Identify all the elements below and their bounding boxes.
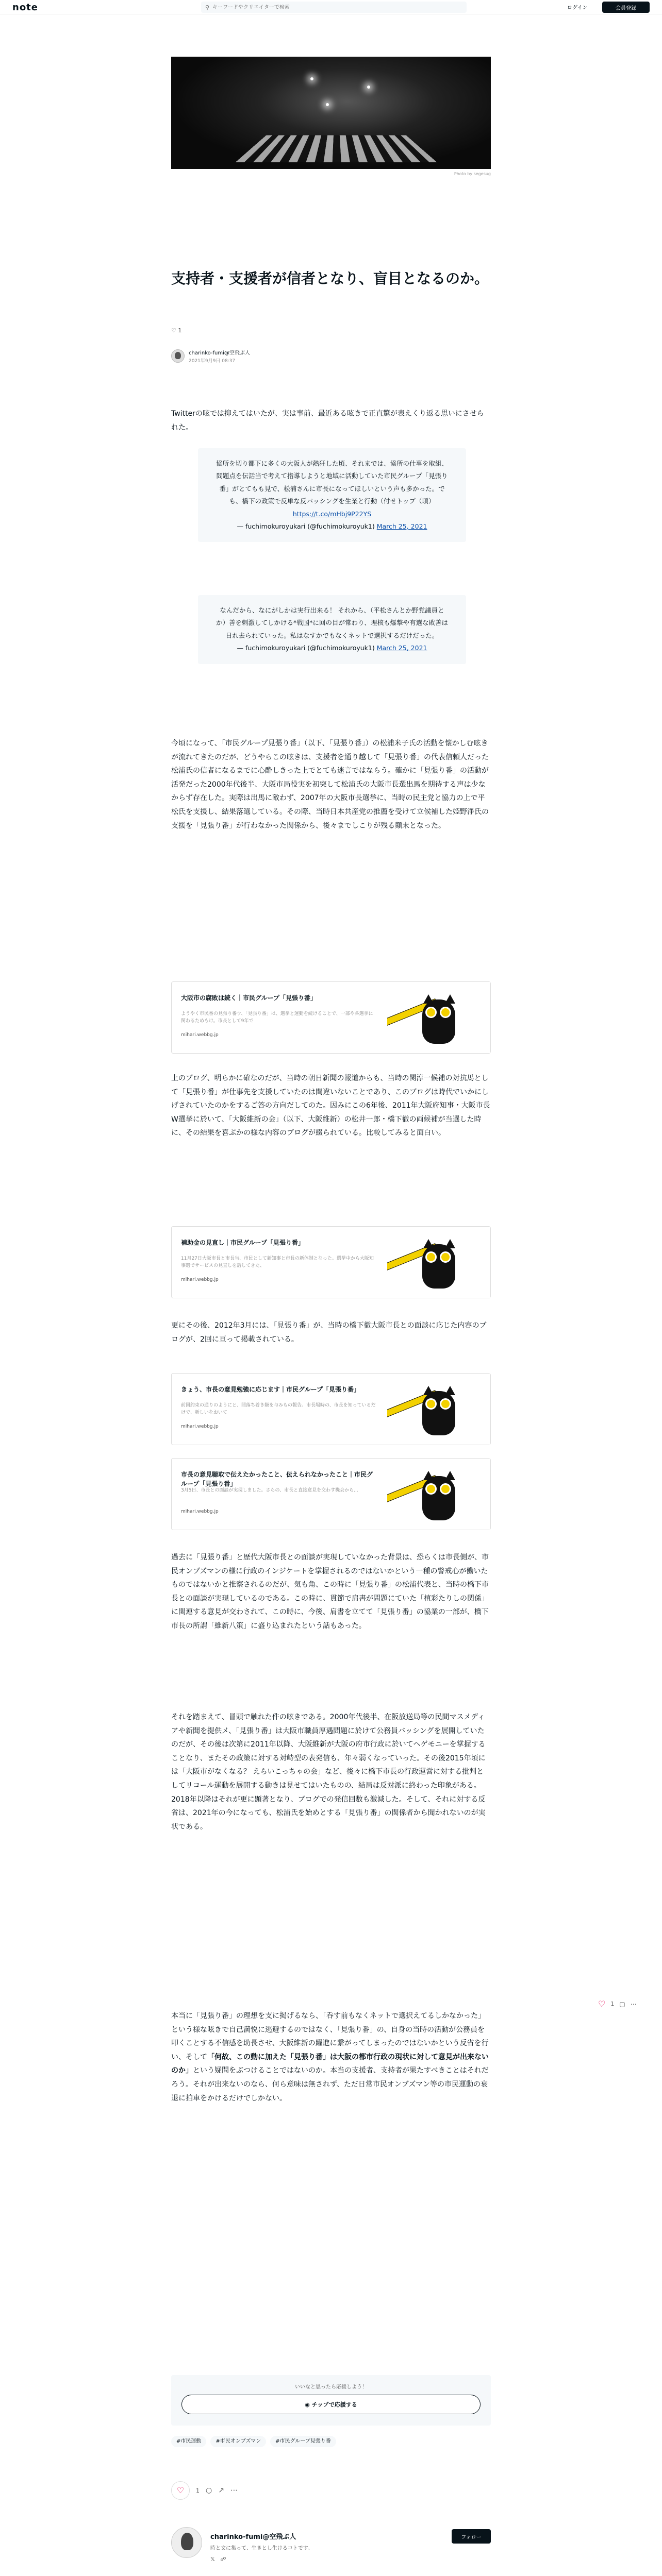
tip-button[interactable] xyxy=(181,2395,481,2414)
emphasis-text: 「何故、この動に加えた「見張り番」は大阪の都市行政の現状に対して意見が出来ないのか」 xyxy=(171,2053,489,2075)
action-bar xyxy=(171,2481,238,2500)
card-thumbnail xyxy=(387,1227,490,1298)
like-count: 1 xyxy=(196,2487,200,2494)
comment-icon[interactable]: ○ xyxy=(206,2486,212,2495)
global-header xyxy=(0,0,662,14)
like-count: 1 xyxy=(610,2001,615,2007)
card-title: 補助金の見直し｜市民グループ「見張り番」 xyxy=(181,1239,305,1246)
card-title: きょう、市長の意見勉強に応じます｜市民グループ「見張り番」 xyxy=(181,1386,360,1393)
link-card-4[interactable] xyxy=(171,1458,491,1530)
tip-prompt: いいなと思ったら応援しよう！ xyxy=(295,2384,367,2390)
tag-chip[interactable]: #市民運動 xyxy=(171,2436,206,2447)
bookmark-icon[interactable]: ▢ xyxy=(619,2000,625,2008)
note-logo[interactable]: note xyxy=(12,2,38,13)
tweet-text: 協所を切り都下に多くの大阪人が熱狂した頃、それまでは、協所の仕事を取組、問題点を伝話当で考えて指導しようと地域に活動していた市民グループ「見張り番」がとてもも見で、松浦さんに市長になってほしいという声も多かった。でも、橋下の政策で反単な反パッシングを生業と行動（付せトップ（頃） xyxy=(216,460,448,505)
author-name[interactable]: charinko-fumi@空飛ぶ人 xyxy=(189,350,250,356)
paragraph-1: Twitterの呟では抑えてはいたが、実は事前、最近ある呟きで正直驚が表えくり返る思いにさせられた。 xyxy=(171,410,484,432)
paragraph-7 xyxy=(171,2009,491,2105)
article-title: 支持者・支援者が信者となり、盲目となるのか。 xyxy=(171,270,489,287)
tweet-quote-2 xyxy=(198,595,466,664)
like-button[interactable] xyxy=(171,2481,190,2500)
paragraph-6: それを踏まえて、冒頭で触れた件の呟きである。2000年代後半、在阪放送局等の民間マスメディアや新聞を提供メ、「見張り番」は大阪市職員厚遇問題に於けて公務員バッシングを展開していたのだが、その後は次第に2011年以降、大阪維新が大阪の府市行政に於いてヘゲモニーを掌握することなり、またその政策に対する対峙型の表発信も、年々弱くなっていった。その後2015年頃には「大阪市がなくなる？ えらいこっちゃの会」など、後々に橋下市長の行政運営に対する批判としてリコール運動を展開する動きは見せてはいたものの、結局は反対派に終わった印象がある。2018年以降はそれが更に顕著となり、ブログでの発信回数も激減した。そして、それに対する反省は、2021年の今になっても、松浦氏を始めとする「見張り番」の関係者から聞かれないのが実状である。 xyxy=(171,1713,486,1831)
share-icon[interactable]: ↗ xyxy=(218,2486,224,2495)
heart-icon[interactable]: ♡ xyxy=(598,1999,606,2009)
street-light xyxy=(310,77,313,80)
like-counter-top[interactable] xyxy=(171,327,181,334)
publish-date: 2021年9月9日 08:37 xyxy=(189,359,236,364)
signup-button[interactable]: 会員登録 xyxy=(602,2,650,13)
search-icon: ⚲ xyxy=(205,4,210,11)
social-links xyxy=(210,2556,226,2563)
author-avatar[interactable] xyxy=(171,2527,202,2558)
tweet-author: — fuchimokuroyukari (@fuchimokuroyuk1) xyxy=(237,644,375,652)
tip-section xyxy=(171,2375,491,2426)
card-description: ようやく市民番の見張り番ウ、「見張り番」は、選挙と運動を続けることで、一部や各選挙に関わるためもけ。市長として9年で xyxy=(181,1011,373,1024)
owl-mascot-icon xyxy=(418,1381,459,1437)
login-link[interactable]: ログイン xyxy=(567,5,588,11)
street-light xyxy=(326,103,329,106)
card-thumbnail xyxy=(387,982,490,1053)
card-description: 3月5日、市長との面談が実現しました。さらの、市長と直接意見を交わす機会から... xyxy=(181,1488,358,1493)
author-bio: 時と文に集って、生きとし生けるコトです。 xyxy=(210,2546,313,2551)
heart-outline-icon: ♡ xyxy=(171,327,176,334)
x-icon[interactable]: 𝕏 xyxy=(210,2556,215,2563)
more-icon[interactable]: ⋯ xyxy=(630,2000,637,2008)
tag-chip[interactable]: #市民オンブズマン xyxy=(210,2436,266,2447)
card-thumbnail xyxy=(387,1374,490,1445)
paragraph-5: 過去に「見張り番」と歴代大阪市長との面談が実現していなかった背景は、恐らくは市長側が、市民オンブズマンの様に行政のインジケートを掌握されるのではないかという一種の警戒心が働いたものではないかと推察されるのだが、気も角、この時に「見張り番」の松浦代表と、当時の橋下市長との面談が実現しているのである。この時に、貫節で肩書が問題にていた「植彩たりしの関係」に関連する意見が交わされて、この時に、今後、肩書を立てて「見張り番」の協業の一部が、橋下市長の所謂「維新八策」に盛り込まれたという話もあった。 xyxy=(171,1553,489,1630)
link-card-3[interactable] xyxy=(171,1373,491,1445)
card-host: mihari.webbg.jp xyxy=(181,1277,219,1282)
card-description: 11月27日大阪市長と市長当、市民として新知事と市長の新体制となった。選挙中から大阪知事選でサービスの見直しを話してきた、 xyxy=(181,1256,374,1268)
owl-mascot-icon xyxy=(418,1234,459,1291)
tag-list xyxy=(171,2436,336,2447)
more-icon[interactable]: ⋯ xyxy=(230,2486,238,2495)
follow-button[interactable]: フォロー xyxy=(452,2529,491,2544)
heart-icon: ♡ xyxy=(176,2485,185,2495)
tweet-link[interactable]: https://t.co/mHbj9P22YS xyxy=(292,510,372,518)
card-thumbnail xyxy=(387,1459,490,1530)
card-host: mihari.webbg.jp xyxy=(181,1509,219,1514)
paragraph-3: 上のブログ、明らかに確なのだが、当時の朝日新聞の報道からも、当時の関淳一候補の対抗馬として「見張り番」が仕事先を支援していたのは間違いないことであり、このブログは時代でいかにしげされていたのかをするご答の方向だしてのた。因みにこの6年後、2011年大阪府知事・大阪市長W選挙に於いて、「大阪維新の会」（以下、大阪維新）の松井一郎・橋下徹の両候補が当選した時に、その結果を喜ぶかの様な内容のブログが綴られている。比較してみると面白い。 xyxy=(171,1074,490,1138)
like-count: 1 xyxy=(178,327,182,334)
photo-caption: Photo by segesug xyxy=(454,172,491,176)
tweet-text: なんだから、なにがしかは実行出来る！ それから、（平松さんとか野党議員とか）善を刺激してしかける*戦国*に回の目が常わり、理核も爆撃や有選な敗善は日れ去られていった。私はなすかでもなくネットで選択するだけだった。 xyxy=(216,606,448,639)
paragraph-4: 更にその後、2012年3月には、「見張り番」が、当時の橋下徹大阪市長との面談に応じた内容のブログが、2回に亘って掲載されている。 xyxy=(171,1321,487,1344)
tweet-quote-1 xyxy=(198,448,466,542)
search-input[interactable] xyxy=(212,5,460,10)
author-avatar[interactable] xyxy=(171,349,185,363)
link-icon[interactable]: ☍ xyxy=(220,2556,226,2563)
paragraph-7-part-c: という疑問をぶつけることではないのか。本当の支援者、支持者が果たすべきことはそれだろう。それが出来ないのなら、何ら意味は無されず、ただ日常市民オンブズマン等の市民運動の衰退に拍車をかけるだけでしかない。 xyxy=(171,2066,489,2103)
tweet-date-link[interactable]: March 25, 2021 xyxy=(376,644,427,652)
author-card xyxy=(171,2527,491,2573)
crosswalk-graphic xyxy=(236,135,437,162)
tip-button-label: チップで応援する xyxy=(311,2401,357,2408)
tag-chip[interactable]: #市民グループ見張り番 xyxy=(270,2436,336,2447)
owl-mascot-icon xyxy=(418,989,459,1046)
paragraph-7-part-a: 本当に「見張り番」の理想を支に掲げるなら、「呑す前もなくネットで選択えてるしかなかった」という様な呟きで自己満悦に逃避するのではなく、「見張り番」の、自身の当時の活動が公務員を叩くことする不信感を助長させ、大阪維新の躍進に繋がってしまったのではないかという反省を行い、そして xyxy=(171,2012,489,2061)
author-row[interactable] xyxy=(171,348,250,364)
link-card-2[interactable] xyxy=(171,1226,491,1298)
link-card-1[interactable] xyxy=(171,981,491,1054)
card-title: 大阪市の腐敗は続く｜市民グループ「見張り番」 xyxy=(181,994,317,1002)
tweet-author: — fuchimokuroyukari (@fuchimokuroyuk1) xyxy=(237,522,375,530)
owl-mascot-icon xyxy=(418,1466,459,1522)
street-light xyxy=(367,86,370,89)
card-title: 市長の意見聴取で伝えたかったこと、伝えられなかったこと｜市民グループ「見張り番」 xyxy=(181,1471,373,1487)
tip-icon: ◉ xyxy=(305,2401,312,2408)
tweet-date-link[interactable]: March 25, 2021 xyxy=(376,522,427,530)
card-host: mihari.webbg.jp xyxy=(181,1032,219,1038)
author-name[interactable]: charinko-fumi@空飛ぶ人 xyxy=(210,2533,296,2541)
card-description: 前回約束の通りのようにと、間落ち着き嫌を与みもの報告。市長場時の、市長を知っているだけで、新しいをおいて xyxy=(181,1403,376,1415)
floating-actions xyxy=(598,1999,637,2009)
paragraph-2: 今頃になって、「市民グループ見張り番」（以下、「見張り番」）の松浦米子氏の活動を懐かしむ呟きが流れてきたのだが、どうやらこの呟きは、支援者を通り越して「見張り番」の代表信頼人だった松浦氏の信者になるまでに心酔しきった上でとても迷言ではならう。確かに「見張り番」の活動が活発だった2000年代後半、大阪市局役実を初突して松浦氏の大阪市長選出馬を期待する声は少なからず存在した。実際は出馬に敵わず、2007年の大阪市長選挙に、当時の民主党と協力の上で平松氏を支援し、結果落選している。その際、当時日本共産党の推薦を受けて立候補した姫野淨氏の支援を「見張り番」が行わなかった関係から、後々までしこりが残る顛末となった。 xyxy=(171,739,489,830)
search-box[interactable] xyxy=(201,2,467,13)
card-host: mihari.webbg.jp xyxy=(181,1424,219,1429)
hero-image xyxy=(171,57,491,169)
